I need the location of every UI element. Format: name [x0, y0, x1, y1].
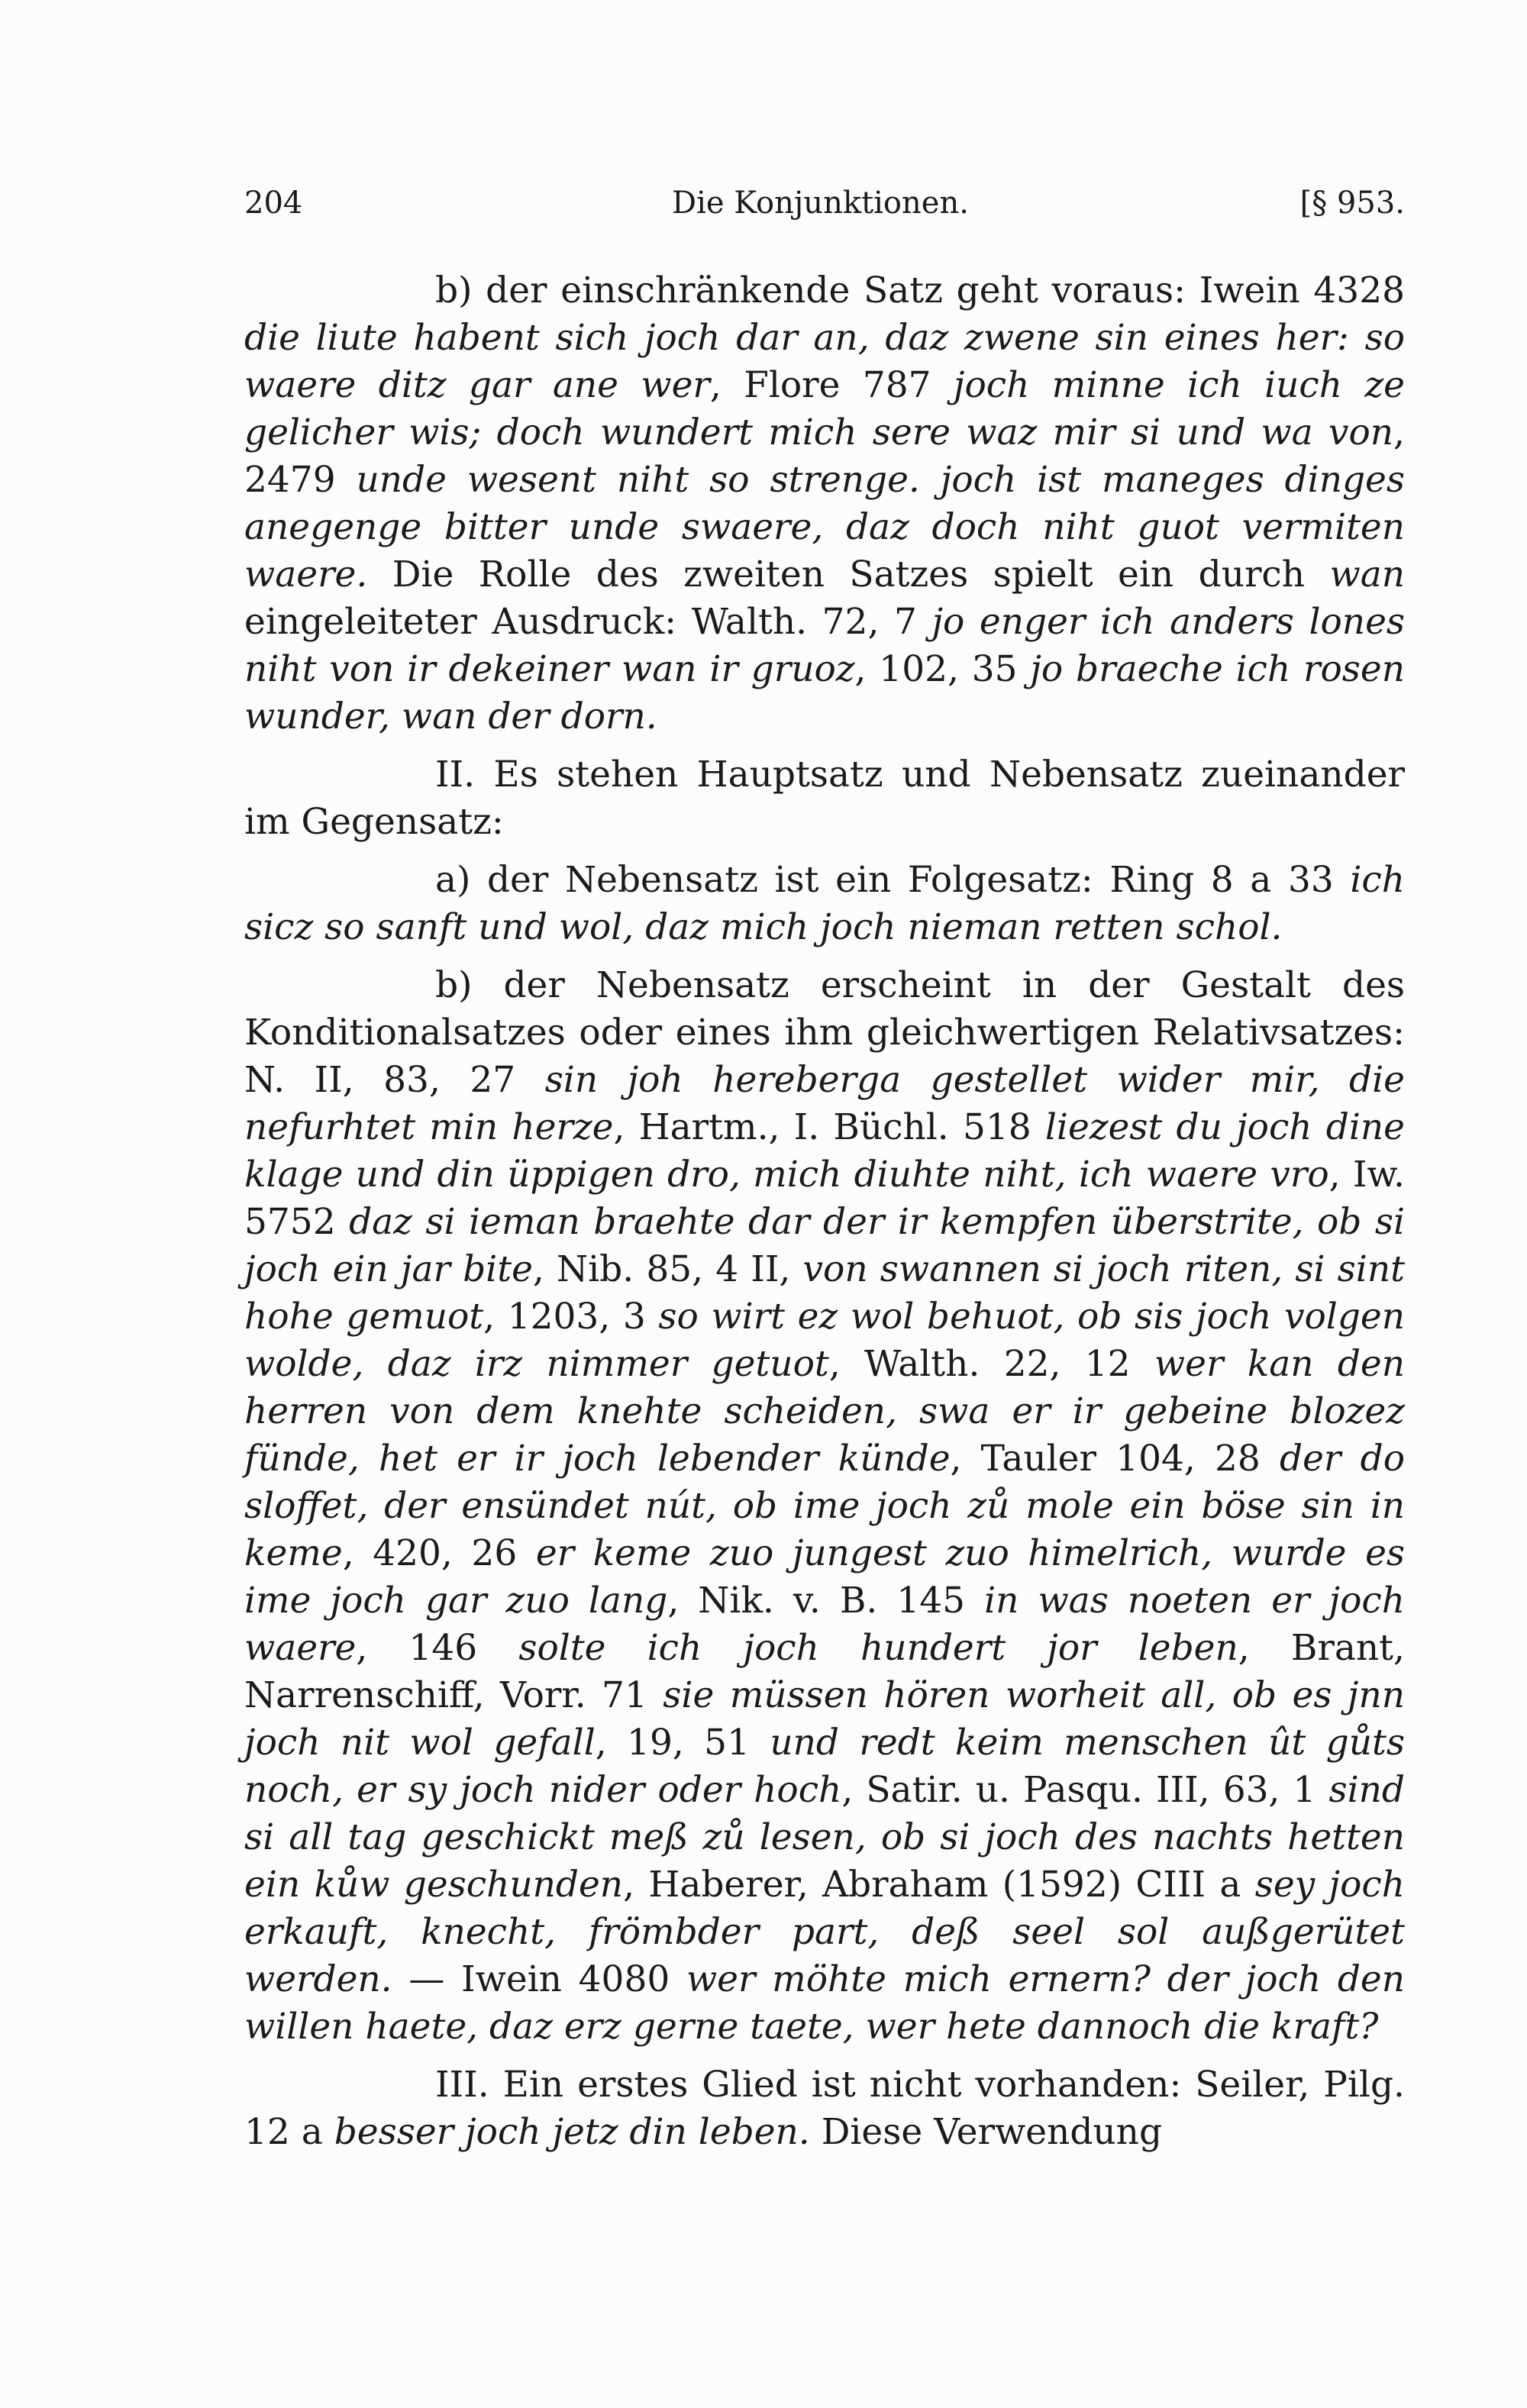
quotation-text: solte ich joch hundert jor leben	[518, 1627, 1238, 1669]
body-text: , Tauler 104, 28	[950, 1438, 1280, 1480]
body-text: , 2479	[244, 412, 1405, 501]
quotation-text: und redt keim menschen ût gůts noch, er sy joch nider oder hoch	[244, 1722, 1405, 1811]
quotation-text: er keme zuo jungest zuo himelrich, wurde es ime joch gar zuo lang	[244, 1532, 1406, 1622]
body-text: , 146	[356, 1627, 519, 1669]
paragraph-b-einschraenkend	[244, 267, 1405, 741]
body-text: , 420, 26	[342, 1532, 536, 1574]
body-text: , 102, 35	[854, 648, 1031, 690]
body-text: , Nik. v. B. 145	[667, 1580, 985, 1622]
body-text: II. Es stehen Hauptsatz und Nebensatz zueinander im Gegensatz:	[244, 754, 1405, 843]
body-text: , Nib. 85, 4 II,	[532, 1248, 803, 1290]
quotation-text: daz si ieman braehte dar der ir kempfen überstrite, ob si joch ein jar bite	[244, 1201, 1405, 1290]
quotation-text: so wirt ez wol behuot, ob sis joch volgen wolde, daz irz nimmer getuot	[244, 1296, 1406, 1385]
body-text: , 19, 51	[595, 1722, 770, 1764]
body-text: , Hartm., I. Büchl. 518	[613, 1106, 1045, 1148]
quotation-text: der do sloffet, der ensündet nút, ob ime joch zů mole ein böse sin in keme	[244, 1438, 1405, 1574]
body-text: a) der Nebensatz ist ein Folgesatz: Ring 8 a 33	[435, 859, 1351, 901]
quotation-text: joch minne ich iuch ze gelicher wis; doch wundert mich sere waz mir si und wa von	[244, 364, 1405, 454]
quotation-text: wan	[1329, 554, 1405, 596]
paragraph-a-folgesatz	[244, 857, 1405, 951]
body-text: Diese Verwendung	[809, 2111, 1163, 2153]
paragraph-II	[244, 751, 1405, 846]
body-text: III. Ein erstes Glied ist nicht vorhanden: Seiler, Pilg. 12 a	[244, 2064, 1405, 2153]
page-number: 204	[244, 186, 303, 221]
paragraph-III	[244, 2061, 1405, 2156]
body-text: , 1203, 3	[483, 1296, 659, 1338]
quotation-text: in was noeten er joch waere	[244, 1580, 1406, 1669]
body-text: b) der einschränkende Satz geht voraus: Iwein 4328	[435, 270, 1405, 311]
quotation-text: liezest du joch dine klage und din üppigen dro, mich diuhte niht, ich waere vro	[244, 1106, 1405, 1196]
page-body	[244, 267, 1405, 2156]
body-text: b) der Nebensatz erscheint in der Gestalt des Konditionalsatzes oder eines ihm gleichwertigen Relativsatzes: N. II, 83, 27	[244, 964, 1405, 1101]
body-text: , Iw. 5752	[244, 1154, 1405, 1243]
body-text: , Satir. u. Pasqu. III, 63, 1	[841, 1769, 1329, 1811]
paragraph-b-konditional	[244, 962, 1405, 2051]
section-reference: [§ 953.	[1299, 186, 1405, 221]
quotation-text: von swannen si joch riten, si sint hohe gemuot	[244, 1248, 1405, 1338]
page-header	[244, 186, 1405, 231]
quotation-text: die liute habent sich joch dar an, daz zwene sin eines her: so waere ditz gar ane wer	[244, 317, 1405, 406]
body-text: — Iwein 4080	[392, 1958, 686, 2000]
quotation-text: sind si all tag geschickt meß zů lesen, ob si joch des nachts hetten ein kůw geschunden	[244, 1769, 1405, 1906]
quotation-text: sin joh hereberga gestellet wider mir, die nefurhtet min herze	[244, 1059, 1405, 1148]
quotation-text: sie müssen hören worheit all, ob es jnn joch nit wol gefall	[244, 1674, 1405, 1764]
body-text: , Flore 787	[709, 364, 954, 406]
body-text: Die Rolle des zweiten Satzes spielt ein durch	[367, 554, 1330, 596]
running-title: Die Konjunktionen.	[672, 186, 969, 221]
body-text: eingeleiteter Ausdruck: Walth. 72, 7	[244, 601, 932, 643]
body-text: , Walth. 22, 12	[828, 1343, 1154, 1385]
quotation-text: besser joch jetz din leben.	[334, 2111, 810, 2153]
body-text: , Brant, Narrenschiff, Vorr. 71	[244, 1627, 1406, 1716]
quotation-text: wer kan den herren von dem knehte scheiden, swa er ir gebeine blozez fünde, het er ir joch lebender künde	[244, 1343, 1405, 1480]
body-text: , Haberer, Abraham (1592) CIII a	[623, 1864, 1255, 1906]
quotation-text: jo enger ich anders lones niht von ir dekeiner wan ir gruoz	[244, 601, 1405, 690]
quotation-text: jo braeche ich rosen wunder, wan der dorn.	[244, 648, 1405, 738]
quotation-text: unde wesent niht so strenge. joch ist maneges dinges anegenge bitter unde swaere, daz doch niht guot vermiten waere.	[244, 459, 1405, 596]
quotation-text: ich sicz so sanft und wol, daz mich joch nieman retten schol.	[244, 859, 1405, 948]
quotation-text: sey joch erkauft, knecht, frömbder part, deß seel sol außgerütet werden.	[244, 1864, 1406, 2000]
quotation-text: wer möhte mich ernern? der joch den willen haete, daz erz gerne taete, wer hete dannoch die kraft?	[244, 1958, 1405, 2048]
